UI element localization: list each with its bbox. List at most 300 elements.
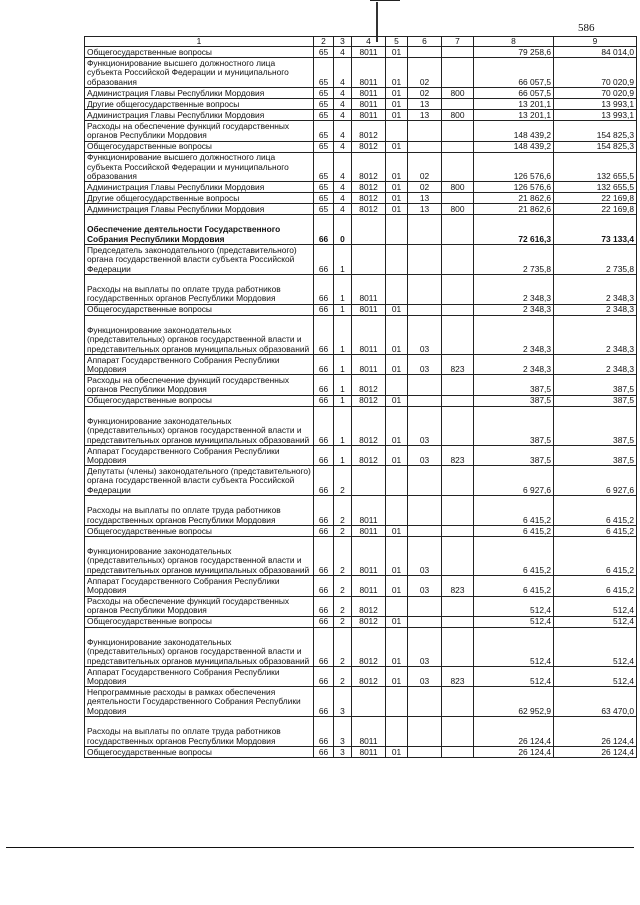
header-cell: 6 <box>408 37 442 47</box>
row-value-cell: 01 <box>386 204 408 215</box>
row-value-cell: 823 <box>442 667 474 687</box>
row-value-cell: 65 <box>314 110 334 121</box>
row-value-cell: 8011 <box>352 747 386 758</box>
row-value-cell <box>408 466 442 496</box>
row-value-cell: 4 <box>334 110 352 121</box>
row-value-cell: 22 169,8 <box>554 193 637 204</box>
table-row <box>85 525 637 536</box>
row-value-cell: 66 <box>314 627 334 666</box>
row-value-cell: 13 <box>408 99 442 110</box>
header-cell: 3 <box>334 37 352 47</box>
row-value-cell: 4 <box>334 47 352 58</box>
row-value-cell: 13 <box>408 193 442 204</box>
row-value-cell: 800 <box>442 88 474 99</box>
row-value-cell: 4 <box>334 182 352 193</box>
row-value-cell: 1 <box>334 445 352 465</box>
row-value-cell <box>408 274 442 304</box>
row-value-cell: 6 415,2 <box>474 525 554 536</box>
table-row <box>85 121 637 141</box>
row-value-cell: 66 <box>314 747 334 758</box>
row-value-cell <box>442 121 474 141</box>
row-value-cell: 2 <box>334 627 352 666</box>
table-row <box>85 152 637 182</box>
row-value-cell: 8012 <box>352 141 386 152</box>
row-value-cell: 1 <box>334 315 352 354</box>
header-cell: 7 <box>442 37 474 47</box>
row-value-cell: 154 825,3 <box>554 121 637 141</box>
row-value-cell: 512,4 <box>474 667 554 687</box>
row-value-cell: 13 <box>408 204 442 215</box>
row-value-cell: 03 <box>408 315 442 354</box>
row-value-cell: 1 <box>334 304 352 315</box>
row-value-cell: 2 348,3 <box>474 315 554 354</box>
row-value-cell: 1 <box>334 375 352 395</box>
row-value-cell: 3 <box>334 687 352 717</box>
row-value-cell <box>442 245 474 275</box>
row-value-cell: 66 057,5 <box>474 58 554 88</box>
table-row <box>85 315 637 354</box>
row-value-cell: 21 862,6 <box>474 193 554 204</box>
row-name-cell: Расходы на выплаты по оплате труда работников государственных органов Республики Мордовия <box>85 274 314 304</box>
table-body <box>85 47 637 758</box>
row-value-cell: 148 439,2 <box>474 121 554 141</box>
row-value-cell: 01 <box>386 747 408 758</box>
row-value-cell: 01 <box>386 304 408 315</box>
row-value-cell <box>386 375 408 395</box>
row-value-cell <box>408 717 442 747</box>
row-value-cell: 8012 <box>352 152 386 182</box>
row-value-cell: 1 <box>334 354 352 374</box>
row-value-cell: 4 <box>334 99 352 110</box>
table-row <box>85 616 637 627</box>
header-cell: 1 <box>85 37 314 47</box>
row-value-cell: 66 <box>314 687 334 717</box>
row-value-cell: 8011 <box>352 536 386 575</box>
row-value-cell: 66 <box>314 466 334 496</box>
row-value-cell: 1 <box>334 274 352 304</box>
row-value-cell: 387,5 <box>554 375 637 395</box>
row-value-cell: 66 <box>314 245 334 275</box>
row-value-cell: 8012 <box>352 193 386 204</box>
row-name-cell: Администрация Главы Республики Мордовия <box>85 88 314 99</box>
row-value-cell: 70 020,9 <box>554 88 637 99</box>
row-value-cell: 66 <box>314 315 334 354</box>
row-value-cell: 65 <box>314 58 334 88</box>
table-row <box>85 717 637 747</box>
row-value-cell <box>442 141 474 152</box>
row-value-cell: 66 <box>314 354 334 374</box>
row-value-cell: 66 <box>314 215 334 245</box>
row-value-cell: 01 <box>386 182 408 193</box>
row-value-cell: 66 <box>314 496 334 526</box>
row-value-cell: 512,4 <box>474 596 554 616</box>
row-value-cell <box>408 687 442 717</box>
row-name-cell: Общегосударственные вопросы <box>85 47 314 58</box>
row-value-cell: 13 201,1 <box>474 99 554 110</box>
row-name-cell: Функционирование законодательных (представительных) органов государственной власти и представительных органов муниципальных образований <box>85 627 314 666</box>
row-value-cell: 0 <box>334 215 352 245</box>
row-value-cell <box>408 47 442 58</box>
table-row <box>85 193 637 204</box>
row-name-cell: Депутаты (члены) законодательного (представительного) органа государственной власти субъекта Российской Федерации <box>85 466 314 496</box>
row-value-cell <box>408 616 442 627</box>
row-value-cell: 800 <box>442 182 474 193</box>
row-value-cell: 63 470,0 <box>554 687 637 717</box>
row-value-cell <box>408 121 442 141</box>
row-value-cell: 73 133,4 <box>554 215 637 245</box>
row-value-cell: 66 <box>314 525 334 536</box>
row-value-cell: 66 <box>314 576 334 596</box>
row-value-cell: 387,5 <box>474 406 554 445</box>
row-value-cell <box>442 274 474 304</box>
row-value-cell: 823 <box>442 354 474 374</box>
table-row <box>85 466 637 496</box>
row-value-cell <box>442 99 474 110</box>
row-value-cell: 8012 <box>352 204 386 215</box>
row-value-cell <box>442 58 474 88</box>
row-value-cell: 8011 <box>352 496 386 526</box>
row-name-cell: Функционирование законодательных (представительных) органов государственной власти и представительных органов муниципальных образований <box>85 536 314 575</box>
row-value-cell <box>408 245 442 275</box>
row-value-cell <box>386 121 408 141</box>
row-value-cell: 01 <box>386 99 408 110</box>
row-value-cell: 1 <box>334 395 352 406</box>
row-value-cell: 6 415,2 <box>554 525 637 536</box>
row-name-cell: Общегосударственные вопросы <box>85 616 314 627</box>
row-value-cell <box>442 466 474 496</box>
row-value-cell: 2 348,3 <box>554 354 637 374</box>
header-cell: 2 <box>314 37 334 47</box>
row-name-cell: Расходы на обеспечение функций государственных органов Республики Мордовия <box>85 375 314 395</box>
row-name-cell: Другие общегосударственные вопросы <box>85 193 314 204</box>
row-value-cell: 2 <box>334 525 352 536</box>
row-value-cell: 22 169,8 <box>554 204 637 215</box>
row-value-cell: 70 020,9 <box>554 58 637 88</box>
row-value-cell: 3 <box>334 747 352 758</box>
row-value-cell: 6 415,2 <box>474 536 554 575</box>
row-name-cell: Функционирование высшего должностного лица субъекта Российской Федерации и муниципального образования <box>85 58 314 88</box>
row-value-cell: 387,5 <box>554 406 637 445</box>
row-value-cell: 01 <box>386 576 408 596</box>
row-name-cell: Аппарат Государственного Собрания Республики Мордовия <box>85 445 314 465</box>
row-value-cell: 13 993,1 <box>554 110 637 121</box>
row-value-cell <box>408 395 442 406</box>
row-value-cell: 03 <box>408 667 442 687</box>
row-value-cell: 2 735,8 <box>474 245 554 275</box>
row-value-cell: 4 <box>334 88 352 99</box>
row-name-cell: Общегосударственные вопросы <box>85 525 314 536</box>
row-value-cell: 03 <box>408 406 442 445</box>
row-value-cell: 65 <box>314 152 334 182</box>
row-name-cell: Расходы на выплаты по оплате труда работников государственных органов Республики Мордовия <box>85 717 314 747</box>
row-value-cell: 2 348,3 <box>554 274 637 304</box>
row-value-cell: 387,5 <box>554 445 637 465</box>
row-value-cell: 3 <box>334 717 352 747</box>
row-name-cell: Функционирование законодательных (представительных) органов государственной власти и представительных органов муниципальных образований <box>85 315 314 354</box>
row-value-cell: 66 <box>314 717 334 747</box>
table-row <box>85 304 637 315</box>
row-value-cell: 02 <box>408 182 442 193</box>
header-cell: 4 <box>352 37 386 47</box>
header-cell: 9 <box>554 37 637 47</box>
row-value-cell: 800 <box>442 110 474 121</box>
row-value-cell: 02 <box>408 152 442 182</box>
row-value-cell: 8011 <box>352 274 386 304</box>
row-value-cell: 8012 <box>352 121 386 141</box>
row-value-cell: 512,4 <box>554 627 637 666</box>
row-value-cell: 01 <box>386 406 408 445</box>
row-value-cell <box>386 596 408 616</box>
row-value-cell <box>352 687 386 717</box>
row-value-cell: 126 576,6 <box>474 152 554 182</box>
row-value-cell: 01 <box>386 152 408 182</box>
row-value-cell <box>442 395 474 406</box>
row-value-cell <box>442 596 474 616</box>
row-value-cell: 01 <box>386 536 408 575</box>
row-value-cell <box>442 536 474 575</box>
row-value-cell: 65 <box>314 182 334 193</box>
row-value-cell: 8011 <box>352 47 386 58</box>
row-name-cell: Общегосударственные вопросы <box>85 304 314 315</box>
table-row <box>85 182 637 193</box>
row-value-cell: 01 <box>386 88 408 99</box>
row-value-cell: 8012 <box>352 395 386 406</box>
row-value-cell: 2 348,3 <box>554 304 637 315</box>
row-name-cell: Расходы на выплаты по оплате труда работников государственных органов Республики Мордовия <box>85 496 314 526</box>
row-value-cell: 148 439,2 <box>474 141 554 152</box>
row-value-cell: 823 <box>442 576 474 596</box>
row-value-cell: 8011 <box>352 58 386 88</box>
row-value-cell: 512,4 <box>554 667 637 687</box>
row-value-cell <box>442 315 474 354</box>
row-value-cell: 01 <box>386 58 408 88</box>
row-value-cell: 126 576,6 <box>474 182 554 193</box>
table-row <box>85 667 637 687</box>
row-value-cell: 2 <box>334 466 352 496</box>
row-value-cell: 6 415,2 <box>474 576 554 596</box>
row-value-cell: 387,5 <box>474 395 554 406</box>
row-value-cell: 01 <box>386 525 408 536</box>
row-value-cell <box>386 466 408 496</box>
row-value-cell <box>408 375 442 395</box>
page-number: 586 <box>578 22 595 34</box>
row-name-cell: Общегосударственные вопросы <box>85 747 314 758</box>
row-value-cell: 66 <box>314 445 334 465</box>
table-row <box>85 536 637 575</box>
row-value-cell <box>408 525 442 536</box>
row-value-cell: 66 <box>314 616 334 627</box>
row-value-cell: 66 <box>314 304 334 315</box>
row-value-cell: 01 <box>386 47 408 58</box>
table-row <box>85 445 637 465</box>
row-name-cell: Функционирование законодательных (представительных) органов государственной власти и представительных органов муниципальных образований <box>85 406 314 445</box>
row-value-cell <box>352 245 386 275</box>
row-value-cell: 03 <box>408 536 442 575</box>
row-value-cell <box>442 616 474 627</box>
row-value-cell: 4 <box>334 204 352 215</box>
table-row <box>85 687 637 717</box>
row-value-cell: 13 <box>408 110 442 121</box>
row-value-cell: 26 124,4 <box>554 747 637 758</box>
row-value-cell: 387,5 <box>474 375 554 395</box>
row-value-cell: 8012 <box>352 182 386 193</box>
row-name-cell: Непрограммные расходы в рамках обеспечения деятельности Государственного Собрания Республики Мордовия <box>85 687 314 717</box>
row-value-cell: 65 <box>314 141 334 152</box>
header-cell: 5 <box>386 37 408 47</box>
row-value-cell: 8011 <box>352 315 386 354</box>
row-value-cell: 8012 <box>352 375 386 395</box>
row-value-cell: 65 <box>314 47 334 58</box>
row-value-cell: 154 825,3 <box>554 141 637 152</box>
table-row <box>85 110 637 121</box>
row-value-cell: 8012 <box>352 627 386 666</box>
table-row <box>85 496 637 526</box>
row-value-cell: 132 655,5 <box>554 152 637 182</box>
row-name-cell: Общегосударственные вопросы <box>85 141 314 152</box>
row-value-cell: 66 <box>314 274 334 304</box>
row-value-cell: 2 <box>334 576 352 596</box>
row-value-cell: 03 <box>408 576 442 596</box>
table-row <box>85 141 637 152</box>
row-value-cell: 512,4 <box>474 616 554 627</box>
row-value-cell <box>408 141 442 152</box>
row-value-cell <box>352 215 386 245</box>
row-value-cell <box>442 47 474 58</box>
row-name-cell: Аппарат Государственного Собрания Республики Мордовия <box>85 354 314 374</box>
row-value-cell: 26 124,4 <box>474 747 554 758</box>
table-row <box>85 58 637 88</box>
row-value-cell <box>442 152 474 182</box>
row-value-cell: 01 <box>386 354 408 374</box>
row-value-cell <box>408 747 442 758</box>
row-name-cell: Функционирование высшего должностного лица субъекта Российской Федерации и муниципального образования <box>85 152 314 182</box>
table-row <box>85 596 637 616</box>
row-value-cell: 2 <box>334 536 352 575</box>
top-edge-mark <box>370 0 400 7</box>
row-value-cell <box>408 215 442 245</box>
row-value-cell <box>442 304 474 315</box>
row-value-cell: 01 <box>386 616 408 627</box>
row-value-cell <box>442 747 474 758</box>
table-row <box>85 204 637 215</box>
row-value-cell: 13 201,1 <box>474 110 554 121</box>
bottom-rule <box>6 847 634 848</box>
row-value-cell: 8011 <box>352 576 386 596</box>
row-value-cell <box>386 687 408 717</box>
table-row <box>85 215 637 245</box>
row-value-cell: 132 655,5 <box>554 182 637 193</box>
header-cell: 8 <box>474 37 554 47</box>
row-value-cell <box>408 496 442 526</box>
row-value-cell: 2 348,3 <box>474 274 554 304</box>
row-value-cell <box>442 406 474 445</box>
row-value-cell: 66 <box>314 667 334 687</box>
row-value-cell: 6 927,6 <box>474 466 554 496</box>
row-value-cell: 8011 <box>352 717 386 747</box>
row-value-cell <box>386 215 408 245</box>
row-value-cell <box>442 627 474 666</box>
row-value-cell <box>442 525 474 536</box>
table-row <box>85 47 637 58</box>
row-value-cell: 8011 <box>352 525 386 536</box>
row-name-cell: Администрация Главы Республики Мордовия <box>85 182 314 193</box>
row-value-cell: 62 952,9 <box>474 687 554 717</box>
row-value-cell: 26 124,4 <box>474 717 554 747</box>
row-value-cell: 512,4 <box>554 596 637 616</box>
row-value-cell: 2 <box>334 596 352 616</box>
row-value-cell: 4 <box>334 141 352 152</box>
row-value-cell: 387,5 <box>474 445 554 465</box>
row-value-cell: 21 862,6 <box>474 204 554 215</box>
row-value-cell: 65 <box>314 121 334 141</box>
row-name-cell: Обеспечение деятельности Государственного Собрания Республики Мордовия <box>85 215 314 245</box>
row-value-cell: 01 <box>386 445 408 465</box>
row-value-cell: 01 <box>386 315 408 354</box>
row-value-cell <box>386 274 408 304</box>
row-name-cell: Расходы на обеспечение функций государственных органов Республики Мордовия <box>85 121 314 141</box>
row-value-cell: 1 <box>334 406 352 445</box>
row-value-cell: 2 <box>334 616 352 627</box>
row-value-cell: 8012 <box>352 667 386 687</box>
row-value-cell: 8011 <box>352 304 386 315</box>
row-name-cell: Администрация Главы Республики Мордовия <box>85 110 314 121</box>
row-value-cell: 01 <box>386 110 408 121</box>
row-name-cell: Аппарат Государственного Собрания Республики Мордовия <box>85 667 314 687</box>
table-row <box>85 354 637 374</box>
row-name-cell: Председатель законодательного (представительного) органа государственной власти субъекта Российской Федерации <box>85 245 314 275</box>
table-row <box>85 406 637 445</box>
row-value-cell: 65 <box>314 88 334 99</box>
row-value-cell: 512,4 <box>554 616 637 627</box>
row-value-cell: 01 <box>386 141 408 152</box>
row-value-cell: 2 <box>334 667 352 687</box>
row-name-cell: Администрация Главы Республики Мордовия <box>85 204 314 215</box>
row-value-cell: 8011 <box>352 354 386 374</box>
row-value-cell <box>442 193 474 204</box>
row-value-cell: 8011 <box>352 99 386 110</box>
row-value-cell: 8011 <box>352 88 386 99</box>
row-value-cell: 8011 <box>352 110 386 121</box>
row-value-cell: 2 <box>334 496 352 526</box>
row-value-cell <box>386 717 408 747</box>
row-value-cell: 66 <box>314 395 334 406</box>
budget-table <box>84 36 637 758</box>
row-name-cell: Другие общегосударственные вопросы <box>85 99 314 110</box>
row-value-cell: 66 <box>314 596 334 616</box>
row-value-cell: 79 258,6 <box>474 47 554 58</box>
row-value-cell: 387,5 <box>554 395 637 406</box>
row-value-cell: 1 <box>334 245 352 275</box>
row-value-cell: 6 415,2 <box>554 576 637 596</box>
row-value-cell <box>386 245 408 275</box>
row-value-cell: 6 415,2 <box>474 496 554 526</box>
row-value-cell: 6 927,6 <box>554 466 637 496</box>
row-value-cell: 4 <box>334 152 352 182</box>
row-value-cell: 84 014,0 <box>554 47 637 58</box>
row-name-cell: Расходы на обеспечение функций государственных органов Республики Мордовия <box>85 596 314 616</box>
row-value-cell: 512,4 <box>474 627 554 666</box>
row-value-cell: 02 <box>408 88 442 99</box>
row-value-cell: 65 <box>314 99 334 110</box>
table-row <box>85 395 637 406</box>
header-row <box>85 37 637 47</box>
row-value-cell: 800 <box>442 204 474 215</box>
row-value-cell <box>442 717 474 747</box>
row-value-cell: 03 <box>408 354 442 374</box>
row-value-cell <box>442 215 474 245</box>
row-value-cell: 66 057,5 <box>474 88 554 99</box>
row-value-cell: 2 348,3 <box>474 354 554 374</box>
